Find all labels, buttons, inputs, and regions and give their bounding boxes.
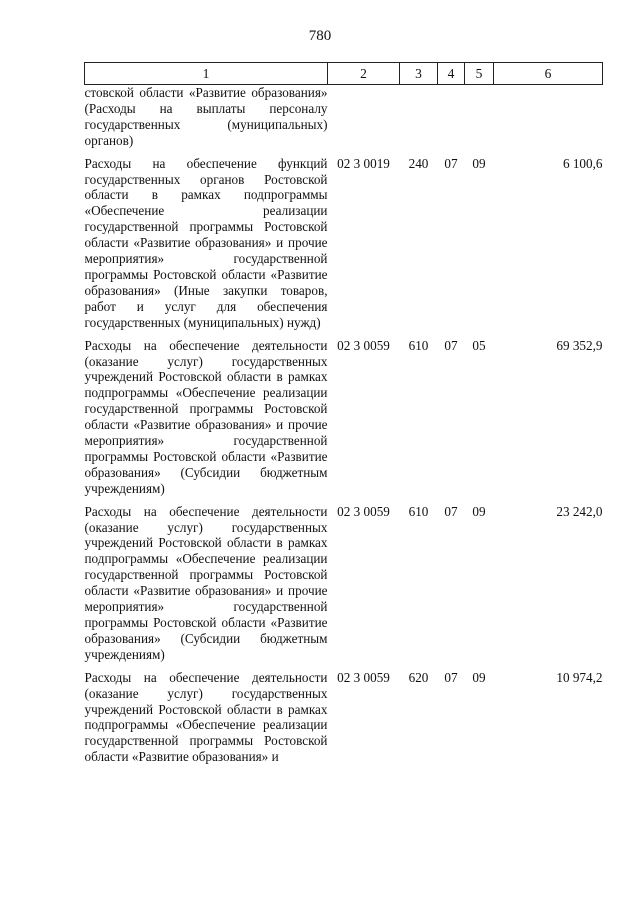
column-header-2: 2 <box>328 63 400 85</box>
table-row <box>85 670 603 772</box>
column-header-4: 4 <box>438 63 465 85</box>
row-amount: 10 974,2 <box>556 669 603 685</box>
row-description: Расходы на обеспечение функций государственных органов Ростовской области в рамках подпрограммы «Обеспечение реализации государственной программы Ростовской области «Развитие образования» и прочие мероприятия» государственной программы Ростовской области «Развитие образования» (Иные закупки товаров, работ и услуг для обеспечения государственных (муниципальных) нужд) <box>84 155 328 330</box>
row-amount: 69 352,9 <box>556 337 603 353</box>
row-subsection: 05 <box>472 337 486 353</box>
row-section: 07 <box>444 503 458 519</box>
row-expense-type: 610 <box>408 337 429 353</box>
row-target-article: 02 3 0059 <box>337 669 390 685</box>
column-header-1: 1 <box>85 63 328 85</box>
row-subsection <box>465 85 494 156</box>
row-subsection: 09 <box>472 155 486 171</box>
row-description: Расходы на обеспечение деятельности (оказание услуг) государственных учреждений Ростовской области в рамках подпрограммы «Обеспечение реализации государственной программы Ростовской области «Развитие образования» и прочие мероприятия» государственной программы Ростовской области «Развитие образования» (Субсидии бюджетным учреждениям) <box>84 503 328 662</box>
page-number: 780 <box>308 28 332 44</box>
row-target-article: 02 3 0059 <box>337 337 390 353</box>
row-amount <box>494 85 603 156</box>
row-expense-type <box>400 85 438 156</box>
row-description: Расходы на обеспечение деятельности (оказание услуг) государственных учреждений Ростовской области в рамках подпрограммы «Обеспечение реализации государственной программы Ростовской области «Развитие образования» и <box>84 669 328 765</box>
row-expense-type: 240 <box>408 155 429 171</box>
row-section <box>438 85 465 156</box>
column-header-3: 3 <box>400 63 438 85</box>
row-amount: 6 100,6 <box>562 155 603 171</box>
table-row <box>85 338 603 504</box>
row-target-article <box>328 85 400 156</box>
table-header-row <box>85 63 603 85</box>
row-description: Расходы на обеспечение деятельности (оказание услуг) государственных учреждений Ростовской области в рамках подпрограммы «Обеспечение реализации государственной программы Ростовской области «Развитие образования» и прочие мероприятия» государственной программы Ростовской области «Развитие образования» (Субсидии бюджетным учреждениям) <box>84 337 328 496</box>
table-row <box>85 504 603 670</box>
table-row <box>85 156 603 338</box>
row-target-article: 02 3 0019 <box>337 155 390 171</box>
column-header-6: 6 <box>494 63 603 85</box>
row-expense-type: 620 <box>408 669 429 685</box>
row-description: стовской области «Развитие образования» (Расходы на выплаты персоналу государственных (муниципальных) органов) <box>84 85 328 148</box>
row-section: 07 <box>444 669 458 685</box>
row-expense-type: 610 <box>408 503 429 519</box>
row-subsection: 09 <box>472 503 486 519</box>
table-row <box>85 85 603 156</box>
row-section: 07 <box>444 155 458 171</box>
budget-table <box>84 62 603 772</box>
row-subsection: 09 <box>472 669 486 685</box>
row-amount: 23 242,0 <box>556 503 603 519</box>
column-header-5: 5 <box>465 63 494 85</box>
row-section: 07 <box>444 337 458 353</box>
row-target-article: 02 3 0059 <box>337 503 390 519</box>
